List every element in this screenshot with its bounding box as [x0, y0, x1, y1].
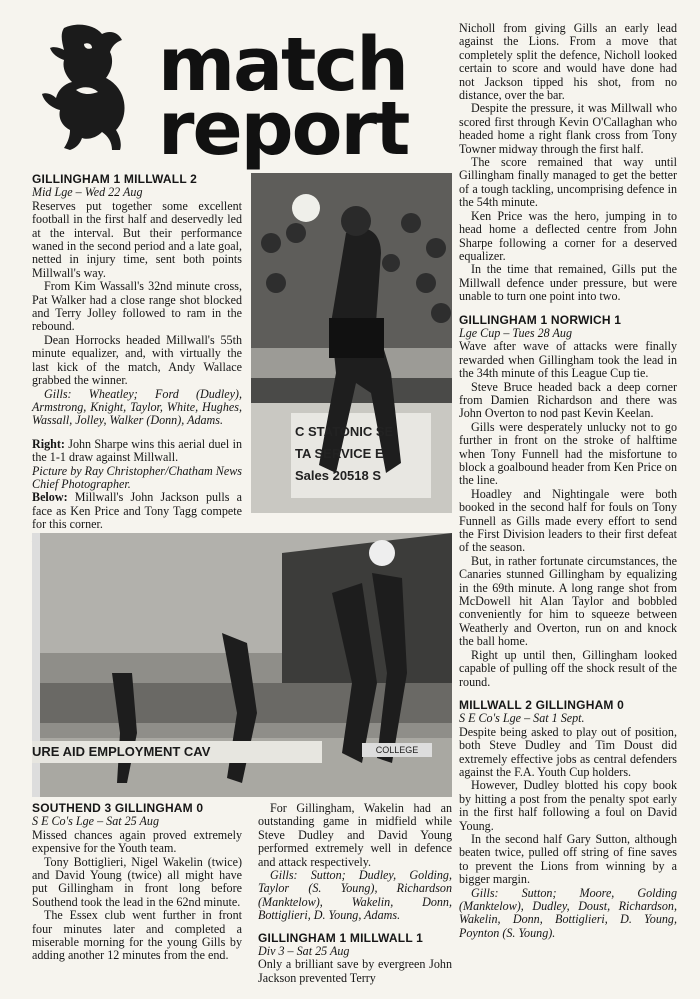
caption-right: Right: John Sharpe wins this aerial duel in the 1-1 draw against Millwall.: [32, 436, 242, 465]
stadium-sign-text: C STATONIC SE: [295, 424, 394, 439]
paragraph: From Kim Wassall's 32nd minute cross, Pat Walker had a close range shot blocked and Terry Jolley followed to ram in the rebound.: [32, 279, 242, 334]
col1-lower-article: [32, 802, 242, 963]
match-subheading: S E Co's Lge – Sat 1 Sept.: [459, 711, 585, 726]
kent-horse-logo: [36, 20, 136, 152]
paragraph: Right up until then, Gillingham looked capable of pulling off the shock result of the round.: [459, 647, 677, 689]
title-match: match: [158, 22, 407, 108]
paragraph: Reserves put together some excellent football in the first half and deservedly led at the interval. But their performance waned in the second period and a late goal, netted in injury time, sent both points Millwall's way.: [32, 198, 242, 280]
match-heading: GILLINGHAM 1 MILLWALL 2: [32, 172, 198, 186]
paragraph: For Gillingham, Wakelin had an outstanding game in midfield while Steve Dudley and David Young performed extremely well in defence and attack respectively.: [258, 801, 452, 869]
paragraph: But, in rather fortunate circumstances, the Canaries stunned Gillingham by equalizing in the 69th minute. A long range shot from McDowell hit Alan Taylor and bobbled conveniently for him to squeeze between Weatherly and Overton, run on and knock the ball home.: [459, 553, 677, 649]
match-heading: GILLINGHAM 1 NORWICH 1: [459, 312, 622, 327]
col2-lower-article: [258, 802, 452, 985]
photo-aerial-duel: [251, 173, 452, 513]
paragraph: Despite being asked to play out of position, both Steve Dudley and Tim Doust did extremely effective jobs as central defenders against the F.A. Youth Cup holders.: [459, 724, 677, 779]
paragraph: However, Dudley blotted his copy book by hitting a post from the penalty spot early in the first half following a foul on David Young.: [459, 778, 677, 833]
paragraph: The Essex club went further in front four minutes later and completed a miserable morning for the young Gills by adding another 12 minutes from the end.: [32, 908, 242, 963]
paragraph: Despite the pressure, it was Millwall who scored first through Kevin O'Callaghan who headed home a right flank cross from Tony Towner midway through the first half.: [459, 101, 677, 156]
paragraph: Only a brilliant save by evergreen John Jackson prevented Terry: [258, 957, 452, 985]
photo-corner-contest: [32, 533, 452, 797]
paragraph: The score remained that way until Gillingham finally managed to get the better of a tough tackling, uncomprising defence in the 54th minute.: [459, 155, 677, 210]
team-list: Gills: Wheatley; Ford (Dudley), Armstrong, Knight, Taylor, White, Hughes, Wassall, Jolley, Walker (Donn), Adams.: [32, 386, 242, 428]
advertising-board: COLLEGE: [362, 743, 432, 757]
match-heading: MILLWALL 2 GILLINGHAM 0: [459, 697, 625, 712]
paragraph: In the time that remained, Gills put the Millwall defence under pressure, but were unable to turn one point into two.: [459, 262, 677, 304]
match-subheading: Mid Lge – Wed 22 Aug: [32, 185, 143, 200]
col1-article: [32, 173, 242, 558]
paragraph: Steve Bruce headed back a deep corner from Damien Richardson and there was John Overton to nod past Kevin Keelan.: [459, 379, 677, 421]
paragraph: In the second half Gary Sutton, although beaten twice, pulled off string of fine saves to prevent the Lions from winning by a bigger margin.: [459, 831, 677, 887]
photo-credit: Picture by Ray Christopher/Chatham News Chief Photographer.: [32, 463, 242, 491]
paragraph: Nicholl from giving Gills an early lead against the Lions. From a move that completely split the defence, Nicholl looked certain to score and would have done had not Jackson tipped his shot, from no distance, over the bar.: [459, 21, 677, 103]
paragraph: Gills were desperately unlucky not to go further in front on the stroke of halftime when Tony Funnell had the misfortune to block a goalbound header from Ken Price on the line.: [459, 419, 677, 488]
caption-below: Below: Millwall's John Jackson pulls a face as Ken Price and Tony Tagg compete for this corner.: [32, 490, 242, 532]
match-subheading: Div 3 – Sat 25 Aug: [258, 944, 350, 959]
team-list: Gills: Sutton; Dudley, Golding, Taylor (S. Young), Richardson (Manktelow), Wakelin, Donn, Bottiglieri, D. Young, Adams.: [258, 868, 452, 923]
stadium-sign-text: TA SERVICE E: [295, 446, 384, 461]
match-subheading: Lge Cup – Tues 28 Aug: [459, 325, 573, 340]
col3-article: [459, 22, 677, 940]
paragraph: Hoadley and Nightingale were both booked in the second half for fouls on Tony Funnell as Gills made every effort to send the First Division leaders to their first defeat of the season.: [459, 486, 677, 555]
advertising-board: URE AID EMPLOYMENT CAV: [32, 741, 322, 763]
paragraph: Tony Bottiglieri, Nigel Wakelin (twice) and David Young (twice) all might have put Gillingham in front long before Southend took the lead in the 62nd minute.: [32, 854, 242, 909]
match-subheading: S E Co's Lge – Sat 25 Aug: [32, 814, 160, 829]
match-heading: GILLINGHAM 1 MILLWALL 1: [258, 930, 424, 945]
paragraph: Dean Horrocks headed Millwall's 55th minute equalizer, and, with virtually the last kick of the match, Andy Wallace grabbed the winner.: [32, 332, 242, 388]
match-heading: SOUTHEND 3 GILLINGHAM 0: [32, 801, 204, 815]
title-report: report: [158, 86, 409, 172]
paragraph: Wave after wave of attacks were finally rewarded when Gillingham took the lead in the 34th minute of this League Cup tie.: [459, 339, 677, 381]
paragraph: Ken Price was the hero, jumping in to head home a deflected centre from John Sharpe following a corner for a deserved equalizer.: [459, 208, 677, 263]
stadium-sign-text: Sales 20518 S: [295, 468, 382, 483]
team-list: Gills: Sutton; Moore, Golding (Manktelow), Dudley, Doust, Richardson, Wakelin, Donn, Bottiglieri, D. Young, Poynton (S. Young).: [459, 885, 677, 940]
paragraph: Missed chances again proved extremely expensive for the Youth team.: [32, 827, 242, 856]
